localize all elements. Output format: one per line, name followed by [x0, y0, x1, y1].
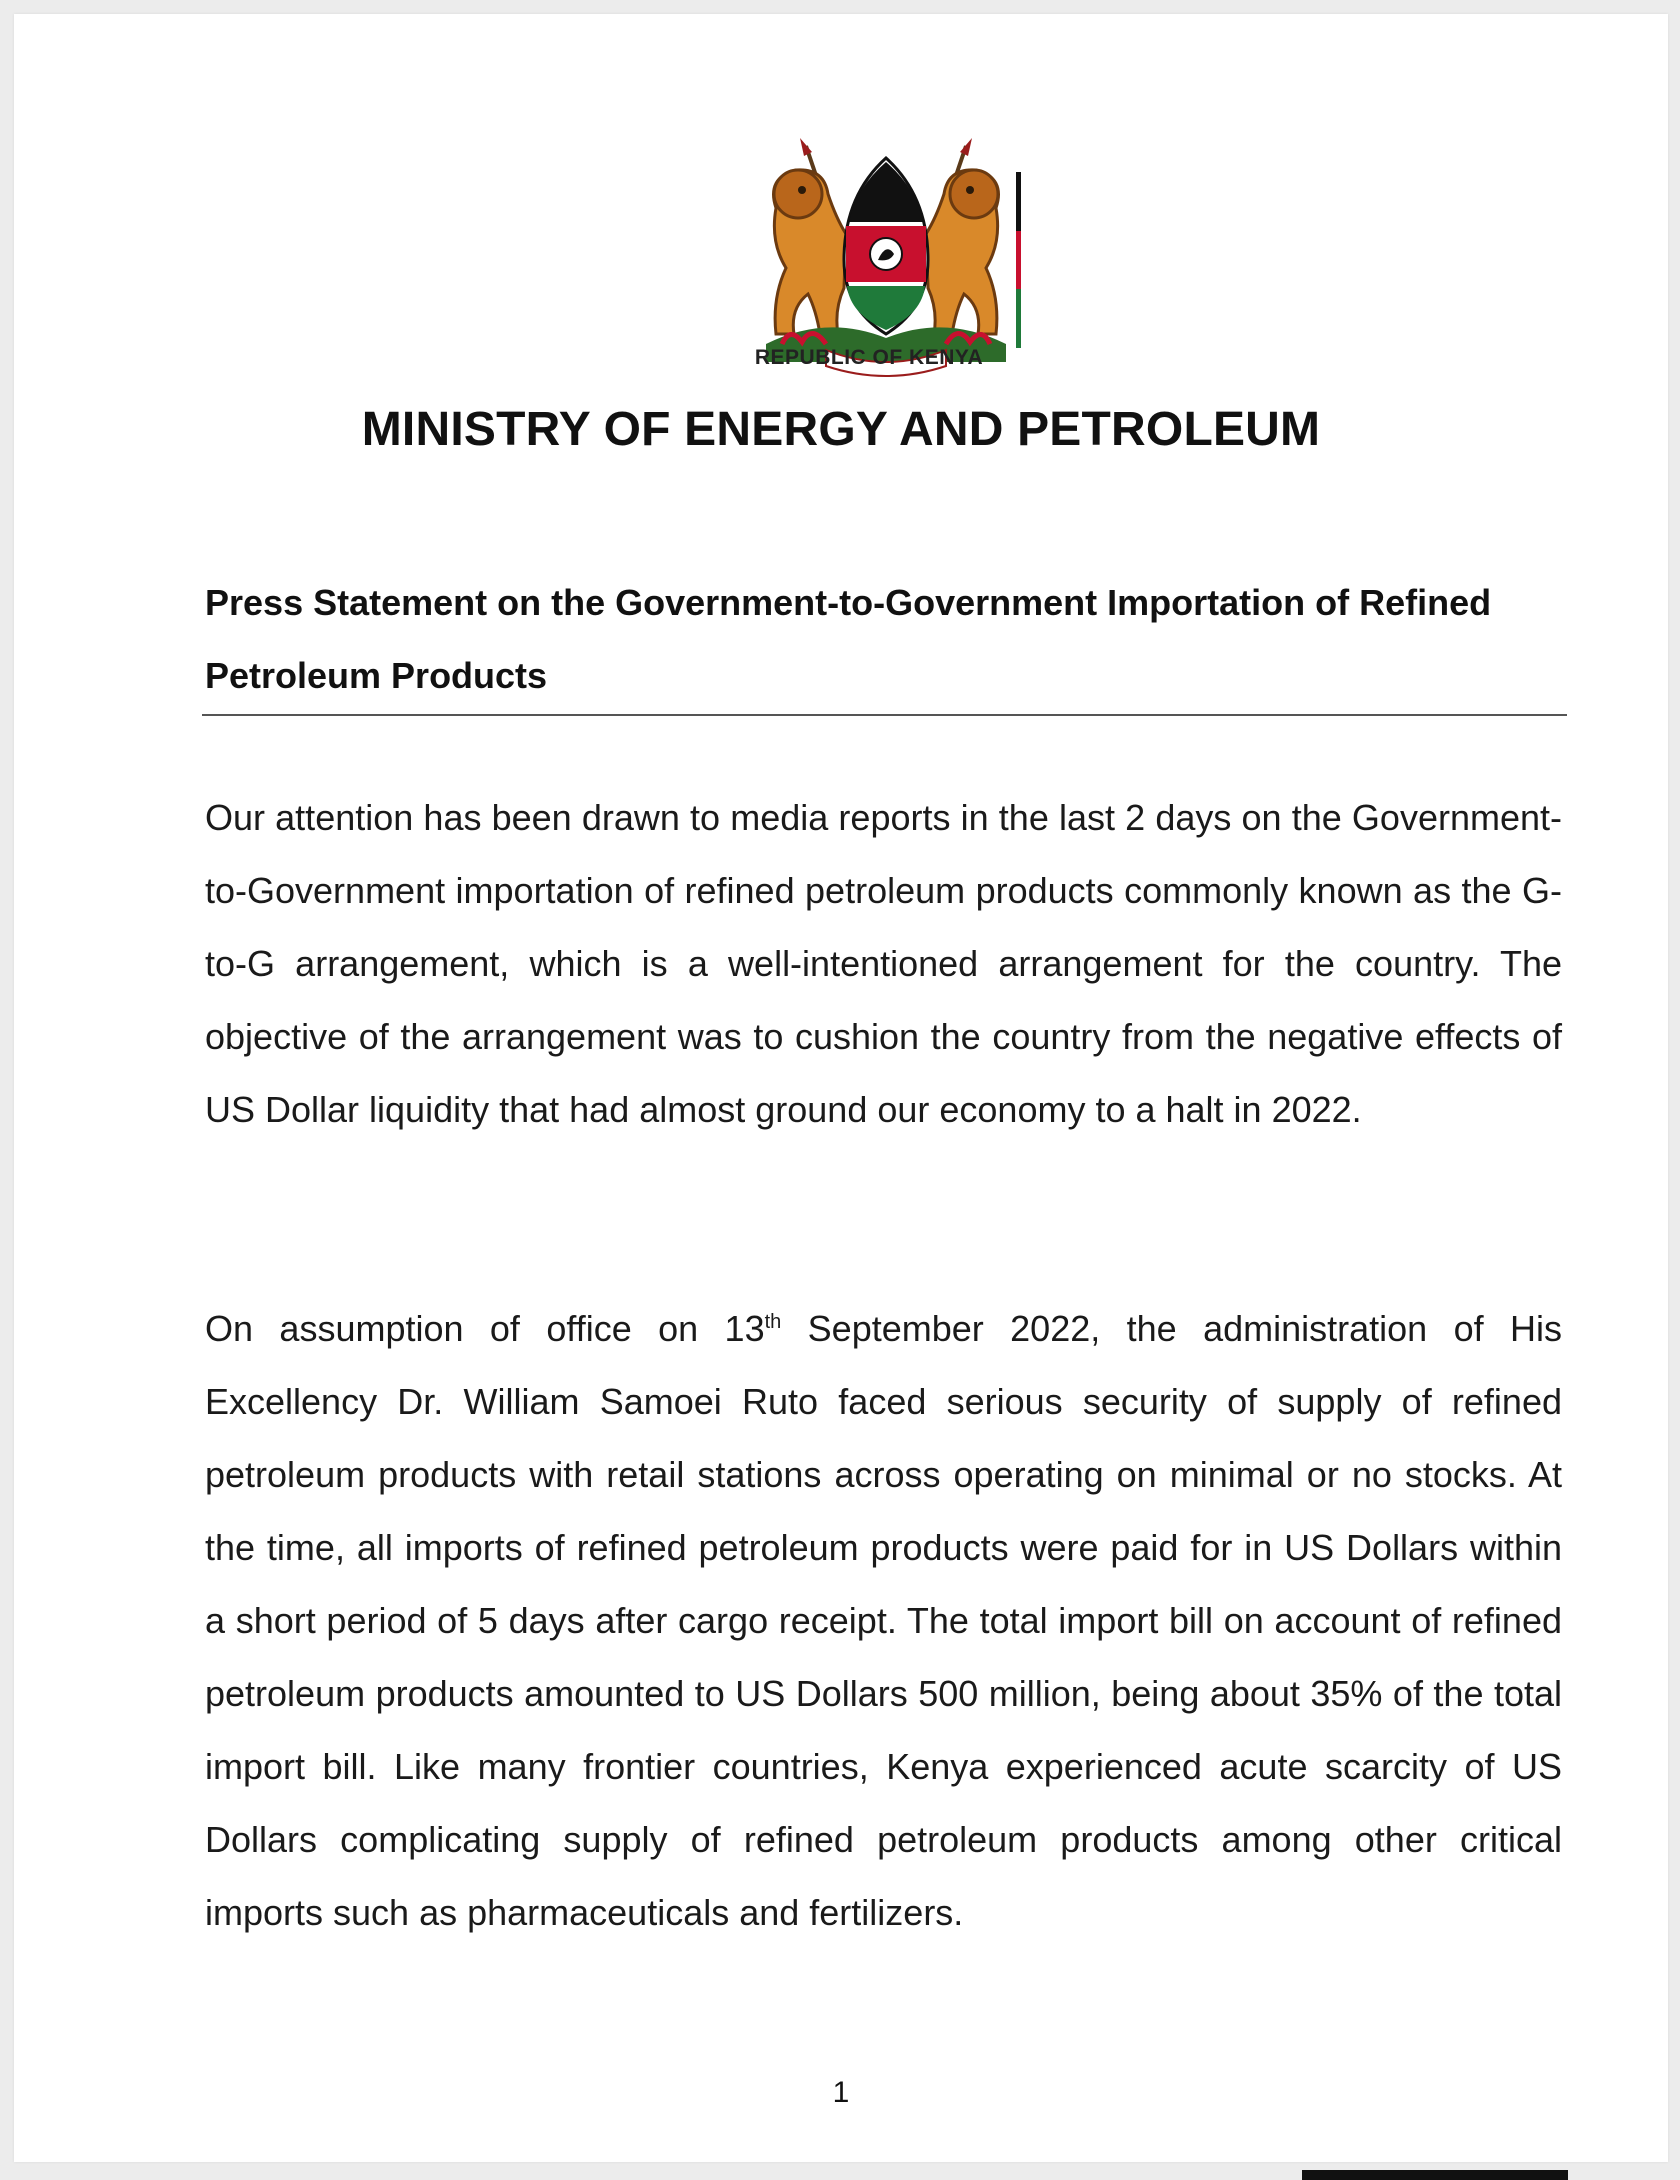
statement-title: Press Statement on the Government-to-Government Importation of Refined Petroleum Products	[205, 582, 1492, 696]
ministry-name: MINISTRY OF ENERGY AND PETROLEUM	[361, 403, 1321, 456]
body-paragraph-2	[205, 1292, 1562, 1949]
page-number: 1	[832, 2076, 850, 2109]
document-page	[14, 14, 1668, 2162]
flag-stripe-red	[1016, 231, 1021, 290]
flag-stripe-black	[1016, 172, 1021, 231]
flag-stripe-green	[1016, 289, 1021, 348]
paragraph-2-lead: On assumption of office on 13	[205, 1308, 765, 1349]
corner-bar	[1302, 2170, 1568, 2180]
paragraph-2-rest: September 2022, the administration of His Excellency Dr. William Samoei Ruto faced serious security of supply of refined petroleum products with retail stations across operating on minimal or no stocks. At the time, all imports of refined petroleum products were paid for in US Dollars within a short period of 5 days after cargo receipt. The total import bill on account of refined petroleum products amounted to US Dollars 500 million, being about 35% of the total import bill. Like many frontier countries, Kenya experienced acute scarcity of US Dollars complicating supply of refined petroleum products among other critical imports such as pharmaceuticals and fertilizers.	[205, 1308, 1562, 1933]
kenya-coat-of-arms-icon	[746, 138, 1026, 378]
title-divider	[202, 714, 1567, 716]
kenya-flag-bar	[1016, 172, 1021, 348]
body-paragraph-1: Our attention has been drawn to media reports in the last 2 days on the Government-to-Government importation of refined petroleum products commonly known as the G-to-G arrangement, which is a well-intentioned arrangement for the country. The objective of the arrangement was to cushion the country from the negative effects of US Dollar liquidity that had almost ground our economy to a halt in 2022.	[205, 797, 1562, 1130]
ordinal-superscript: th	[764, 1311, 782, 1333]
country-caption: REPUBLIC OF KENYA	[754, 346, 984, 369]
